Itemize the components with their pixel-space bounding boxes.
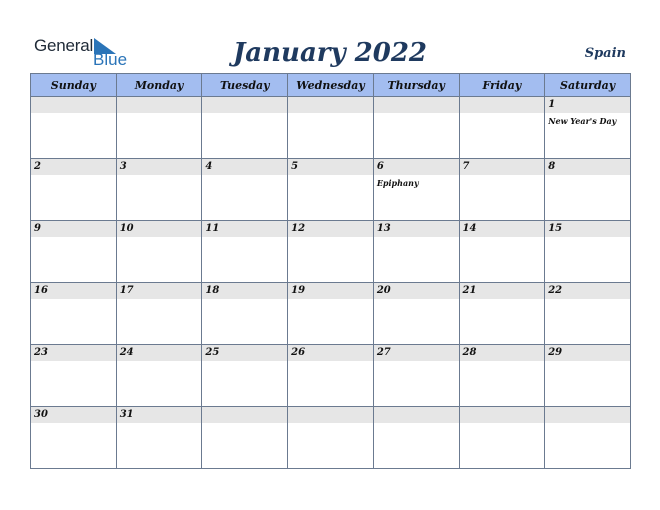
day-number: 25 <box>205 347 220 358</box>
day-cell <box>288 97 374 159</box>
day-number: 12 <box>291 223 306 234</box>
weekday-header-row <box>31 74 631 97</box>
day-number: 23 <box>34 347 48 358</box>
country-label: Spain <box>584 46 626 61</box>
day-cell-band <box>202 97 287 113</box>
day-cell <box>31 221 117 283</box>
day-number: 31 <box>119 409 134 420</box>
day-cell <box>116 345 202 407</box>
day-cell <box>288 283 374 345</box>
day-number: 3 <box>119 161 127 172</box>
day-cell <box>459 345 545 407</box>
day-cell-band <box>31 97 116 113</box>
day-number: 11 <box>205 223 220 234</box>
day-cell-band <box>288 97 373 113</box>
day-cell <box>545 345 631 407</box>
week-row <box>31 221 631 283</box>
day-cell <box>288 159 374 221</box>
day-cell <box>31 345 117 407</box>
day-cell-band <box>460 407 545 423</box>
day-number: 6 <box>376 161 384 172</box>
day-cell <box>373 97 459 159</box>
holiday-label: New Year's Day <box>548 116 617 126</box>
day-cell-band <box>202 407 287 423</box>
day-cell <box>202 159 288 221</box>
week-row <box>31 407 631 469</box>
day-number: 18 <box>205 285 220 296</box>
day-cell-band <box>374 159 459 175</box>
day-cell-band <box>31 159 116 175</box>
day-number: 8 <box>548 161 556 172</box>
day-cell <box>31 97 117 159</box>
week-row <box>31 283 631 345</box>
day-cell <box>459 407 545 469</box>
day-cell <box>202 407 288 469</box>
day-number: 10 <box>119 223 134 234</box>
day-cell <box>31 159 117 221</box>
calendar-grid <box>30 73 631 469</box>
day-cell <box>373 159 459 221</box>
day-cell <box>373 345 459 407</box>
day-cell-band <box>374 97 459 113</box>
day-number: 4 <box>205 161 213 172</box>
day-cell-band <box>31 221 116 237</box>
weekday-wednesday: Wednesday <box>288 74 374 97</box>
day-number: 9 <box>34 223 41 234</box>
day-cell <box>116 221 202 283</box>
day-cell <box>459 221 545 283</box>
day-cell <box>373 407 459 469</box>
day-cell <box>545 283 631 345</box>
weekday-tuesday: Tuesday <box>202 74 288 97</box>
day-cell-band <box>374 407 459 423</box>
day-cell <box>373 221 459 283</box>
day-number: 29 <box>548 347 563 358</box>
day-cell <box>116 283 202 345</box>
day-cell <box>459 283 545 345</box>
day-cell-band <box>117 159 202 175</box>
weekday-thursday: Thursday <box>373 74 459 97</box>
day-cell <box>459 159 545 221</box>
day-cell <box>288 221 374 283</box>
day-number: 5 <box>291 161 299 172</box>
day-number: 1 <box>548 99 556 110</box>
day-cell <box>459 97 545 159</box>
day-cell <box>545 221 631 283</box>
day-cell <box>116 407 202 469</box>
day-cell-band <box>460 159 545 175</box>
day-number: 7 <box>462 161 470 172</box>
day-cell <box>202 97 288 159</box>
day-cell <box>288 407 374 469</box>
day-number: 22 <box>548 285 563 296</box>
logo-text-blue: Blue <box>93 50 128 69</box>
day-cell <box>31 407 117 469</box>
day-cell <box>545 159 631 221</box>
day-number: 30 <box>34 409 48 420</box>
day-cell-band <box>545 97 630 113</box>
day-cell <box>116 159 202 221</box>
day-cell-band <box>545 159 630 175</box>
weekday-sunday: Sunday <box>31 74 117 97</box>
day-cell <box>31 283 117 345</box>
day-cell <box>288 345 374 407</box>
day-number: 24 <box>119 347 134 358</box>
day-number: 27 <box>376 347 391 358</box>
day-number: 16 <box>34 285 48 296</box>
day-cell-band <box>288 407 373 423</box>
day-cell <box>545 407 631 469</box>
day-cell <box>545 97 631 159</box>
day-cell-band <box>460 97 545 113</box>
day-number: 13 <box>376 223 391 234</box>
calendar-title: January 2022 <box>232 38 428 68</box>
day-cell <box>202 283 288 345</box>
day-number: 2 <box>34 161 41 172</box>
weekday-saturday: Saturday <box>545 74 631 97</box>
day-number: 20 <box>376 285 391 296</box>
day-cell <box>116 97 202 159</box>
logo-text-general: General <box>34 36 94 55</box>
day-cell-band <box>545 407 630 423</box>
day-number: 28 <box>462 347 477 358</box>
day-cell-band <box>202 159 287 175</box>
week-row <box>31 97 631 159</box>
weekday-monday: Monday <box>116 74 202 97</box>
week-row <box>31 345 631 407</box>
day-number: 14 <box>462 223 477 234</box>
day-cell-band <box>117 97 202 113</box>
day-number: 26 <box>291 347 306 358</box>
day-cell <box>202 345 288 407</box>
day-number: 19 <box>291 285 306 296</box>
day-cell <box>202 221 288 283</box>
week-row <box>31 159 631 221</box>
weekday-friday: Friday <box>459 74 545 97</box>
day-cell-band <box>288 159 373 175</box>
day-number: 21 <box>462 285 477 296</box>
day-number: 15 <box>548 223 563 234</box>
holiday-label: Epiphany <box>376 178 419 188</box>
day-cell <box>373 283 459 345</box>
day-number: 17 <box>119 285 134 296</box>
